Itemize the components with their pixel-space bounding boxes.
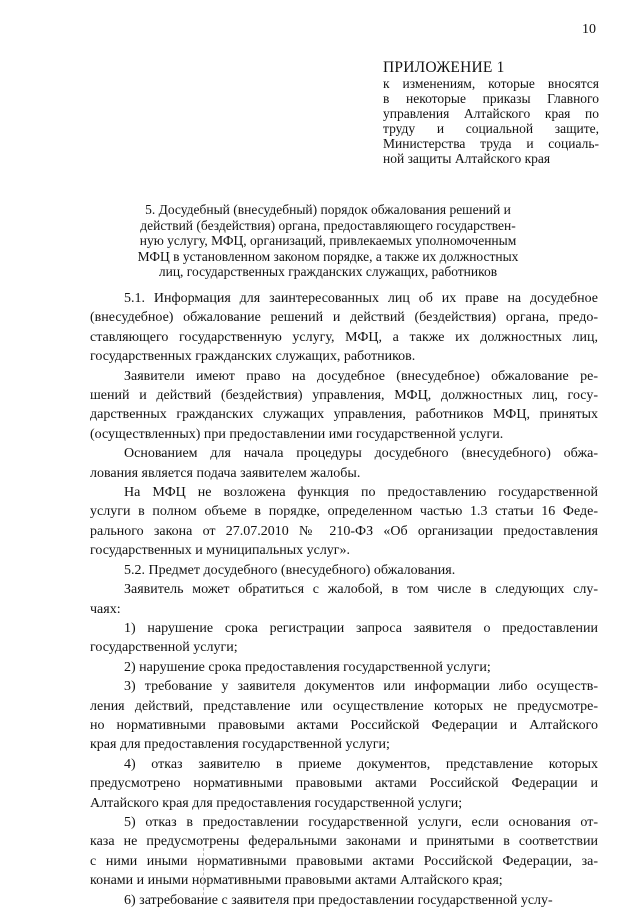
paragraph-line: 3) требование у заявителя документов или информации либо осуществ-: [124, 679, 598, 695]
paragraph-line: 5) отказ в предоставлении государственной услуги, если основания от-: [124, 814, 598, 830]
page-number: 10: [582, 22, 596, 37]
paragraph-line: Алтайского края для предоставления государственной услуги;: [90, 795, 463, 811]
paragraph-line: 6) затребование с заявителя при предоставлении государственной услу-: [124, 892, 553, 908]
heading-line: ную услугу, МФЦ, организаций, привлекаемых уполномоченным: [139, 233, 517, 248]
paragraph-line: Заявитель может обратиться с жалобой, в том числе в следующих слу-: [124, 582, 598, 598]
paragraph-line: конами и иными нормативными правовыми актами Алтайского края;: [90, 873, 503, 889]
appendix-line: труду и социальной защите,: [383, 121, 599, 136]
paragraph-line: предусмотрено нормативными правовыми актами Российской Федерации и: [90, 776, 598, 792]
paragraph-line: шений и действий (бездействия) управления, МФЦ, должностных лиц, госу-: [90, 388, 598, 404]
paragraph-line: 1) нарушение срока регистрации запроса заявителя о предоставлении: [124, 620, 598, 636]
heading-line: лиц, государственных гражданских служащих, работников: [158, 264, 498, 279]
appendix-line: в некоторые приказы Главного: [383, 91, 599, 106]
page-fold-divider: [203, 848, 204, 900]
paragraph-line: 4) отказ заявителю в приеме документов, представление которых: [124, 756, 598, 772]
paragraph: [90, 561, 598, 580]
paragraph-line: лования является подача заявителем жалобы.: [90, 465, 361, 481]
paragraph: [90, 619, 598, 658]
heading-line: 5. Досудебный (внесудебный) порядок обжалования решений и: [145, 202, 511, 217]
paragraph-line: дарственных гражданских служащих управления, работников МФЦ, принятых: [90, 407, 598, 423]
paragraph-line: 5.2. Предмет досудебного (внесудебного) обжалования.: [124, 562, 456, 578]
paragraph: [90, 289, 598, 367]
appendix-line: к изменениям, которые вносятся: [383, 76, 599, 91]
paragraph: [90, 483, 598, 561]
appendix-line: управления Алтайского края по: [383, 106, 599, 121]
paragraph-line: государственных и муниципальных услуг».: [90, 543, 351, 559]
paragraph-line: ставляющего государственную услугу, МФЦ, а также их должностных лиц,: [90, 329, 598, 345]
heading-line: действий (бездействия) органа, предоставляющего государствен-: [140, 217, 516, 233]
paragraph-line: (осуществленных) при предоставлении ими государственной услуги.: [90, 426, 504, 442]
paragraph-line: государственных гражданских служащих, работников.: [90, 349, 416, 365]
appendix-title: ПРИЛОЖЕНИЕ 1: [383, 59, 505, 76]
appendix-line: Министерства труда и социаль-: [383, 136, 599, 151]
paragraph-line: каза не предусмотрены федеральными законами и принятыми в соответствии: [90, 834, 598, 850]
appendix-line: ной защиты Алтайского края: [383, 151, 551, 166]
paragraph-line: На МФЦ не возложена функция по предоставлению государственной: [124, 485, 598, 501]
paragraph: [90, 367, 598, 445]
paragraph-line: края для предоставления государственной услуги;: [90, 737, 390, 753]
document-body: [90, 289, 598, 910]
paragraph: [90, 891, 598, 910]
paragraph-line: (внесудебное) обжалование решений и действий (бездействия) органа, предо-: [90, 310, 598, 326]
paragraph: [90, 813, 598, 891]
paragraph: [90, 580, 598, 619]
paragraph-line: услуги в полном объеме в порядке, определенном частью 1.3 статьи 16 Феде-: [90, 504, 598, 520]
paragraph-line: 5.1. Информация для заинтересованных лиц об их праве на досудебное: [124, 291, 598, 306]
section-heading: [118, 202, 538, 280]
heading-line: МФЦ в установленном законом порядке, а также их должностных: [137, 248, 519, 264]
paragraph-line: с ними иными нормативными правовыми актами Российской Федерации, за-: [90, 853, 598, 869]
paragraph: [90, 755, 598, 813]
paragraph-line: Основанием для начала процедуры досудебного (внесудебного) обжа-: [124, 446, 598, 462]
paragraph-line: рального закона от 27.07.2010 № 210-ФЗ «Об организации предоставления: [90, 523, 598, 539]
paragraph-line: Заявители имеют право на досудебное (внесудебное) обжалование ре-: [124, 368, 598, 384]
paragraph-line: но нормативными правовыми актами Российской Федерации и Алтайского: [90, 717, 598, 733]
paragraph-line: 2) нарушение срока предоставления государственной услуги;: [124, 659, 491, 675]
paragraph: [90, 444, 598, 483]
appendix-block: [383, 60, 599, 166]
paragraph: [90, 677, 598, 755]
paragraph-line: чаях:: [90, 601, 121, 617]
paragraph-line: государственной услуги;: [90, 640, 238, 656]
paragraph: [90, 658, 598, 677]
paragraph-line: ления действий, представление или осуществление которых не предусмотре-: [90, 698, 598, 714]
